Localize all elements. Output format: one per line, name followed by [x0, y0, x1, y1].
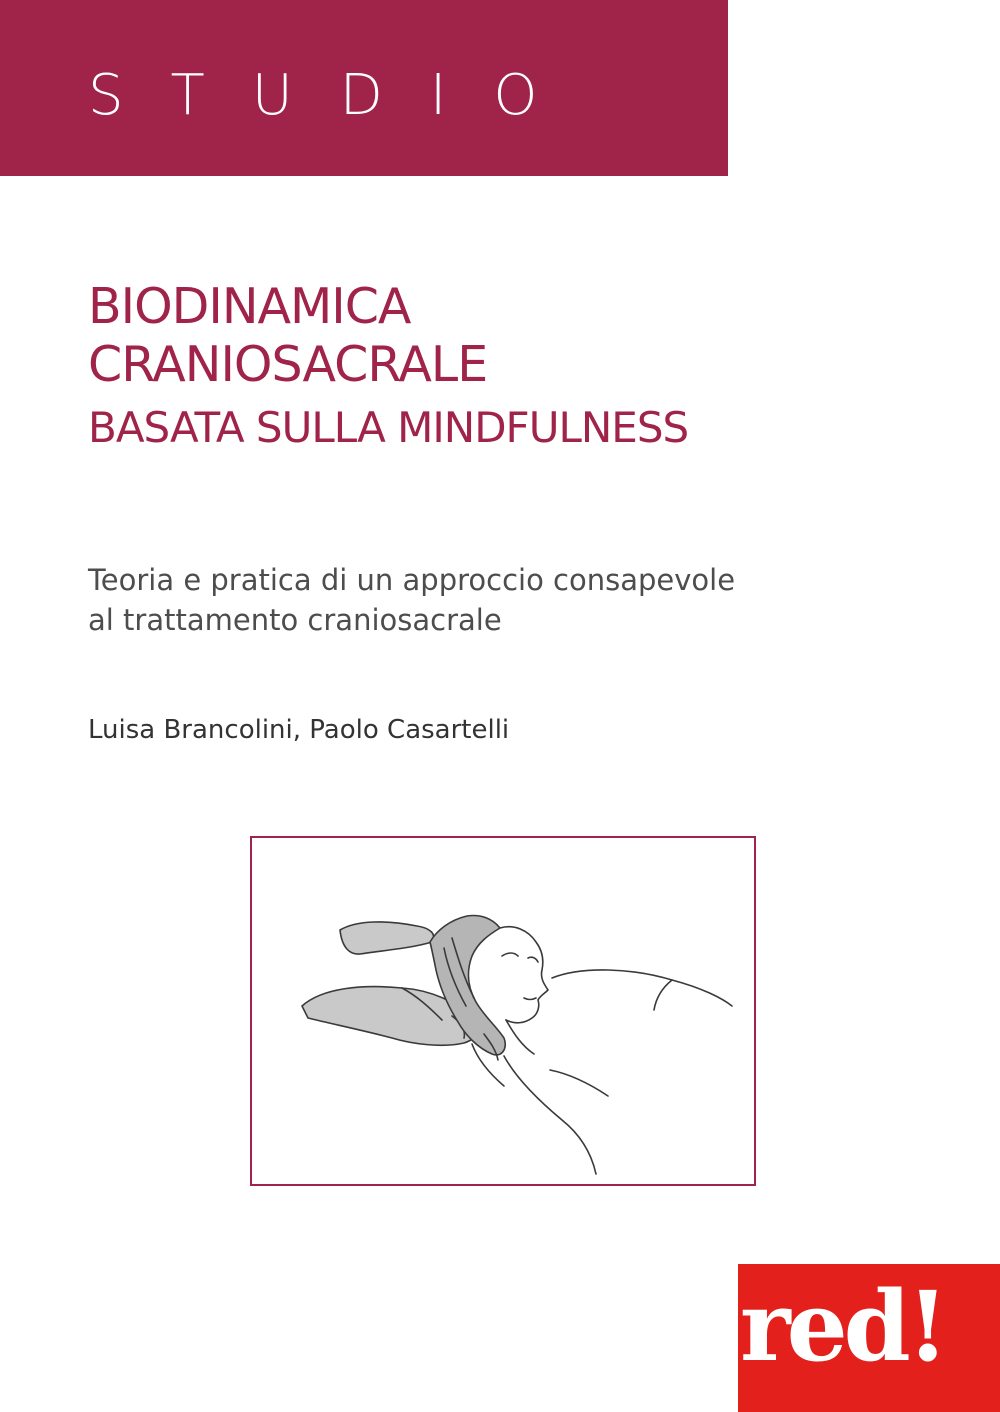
book-title [88, 278, 688, 454]
illustration-frame [250, 836, 756, 1186]
series-band [0, 0, 728, 176]
publisher-logo [738, 1264, 1000, 1412]
publisher-logo-text: red! [740, 1270, 945, 1383]
book-subtitle [88, 560, 735, 640]
title-line-3: BASATA SULLA MINDFULNESS [88, 403, 689, 452]
subtitle-line-2: al trattamento craniosacrale [88, 603, 502, 637]
authors: Luisa Brancolini, Paolo Casartelli [88, 715, 510, 745]
title-line-2: CRANIOSACRALE [88, 336, 488, 393]
craniosacral-treatment-drawing-icon [252, 838, 754, 1184]
series-label: STUDIO [88, 63, 585, 128]
title-line-1: BIODINAMICA [88, 278, 411, 335]
subtitle-line-1: Teoria e pratica di un approccio consapevole [88, 563, 736, 597]
